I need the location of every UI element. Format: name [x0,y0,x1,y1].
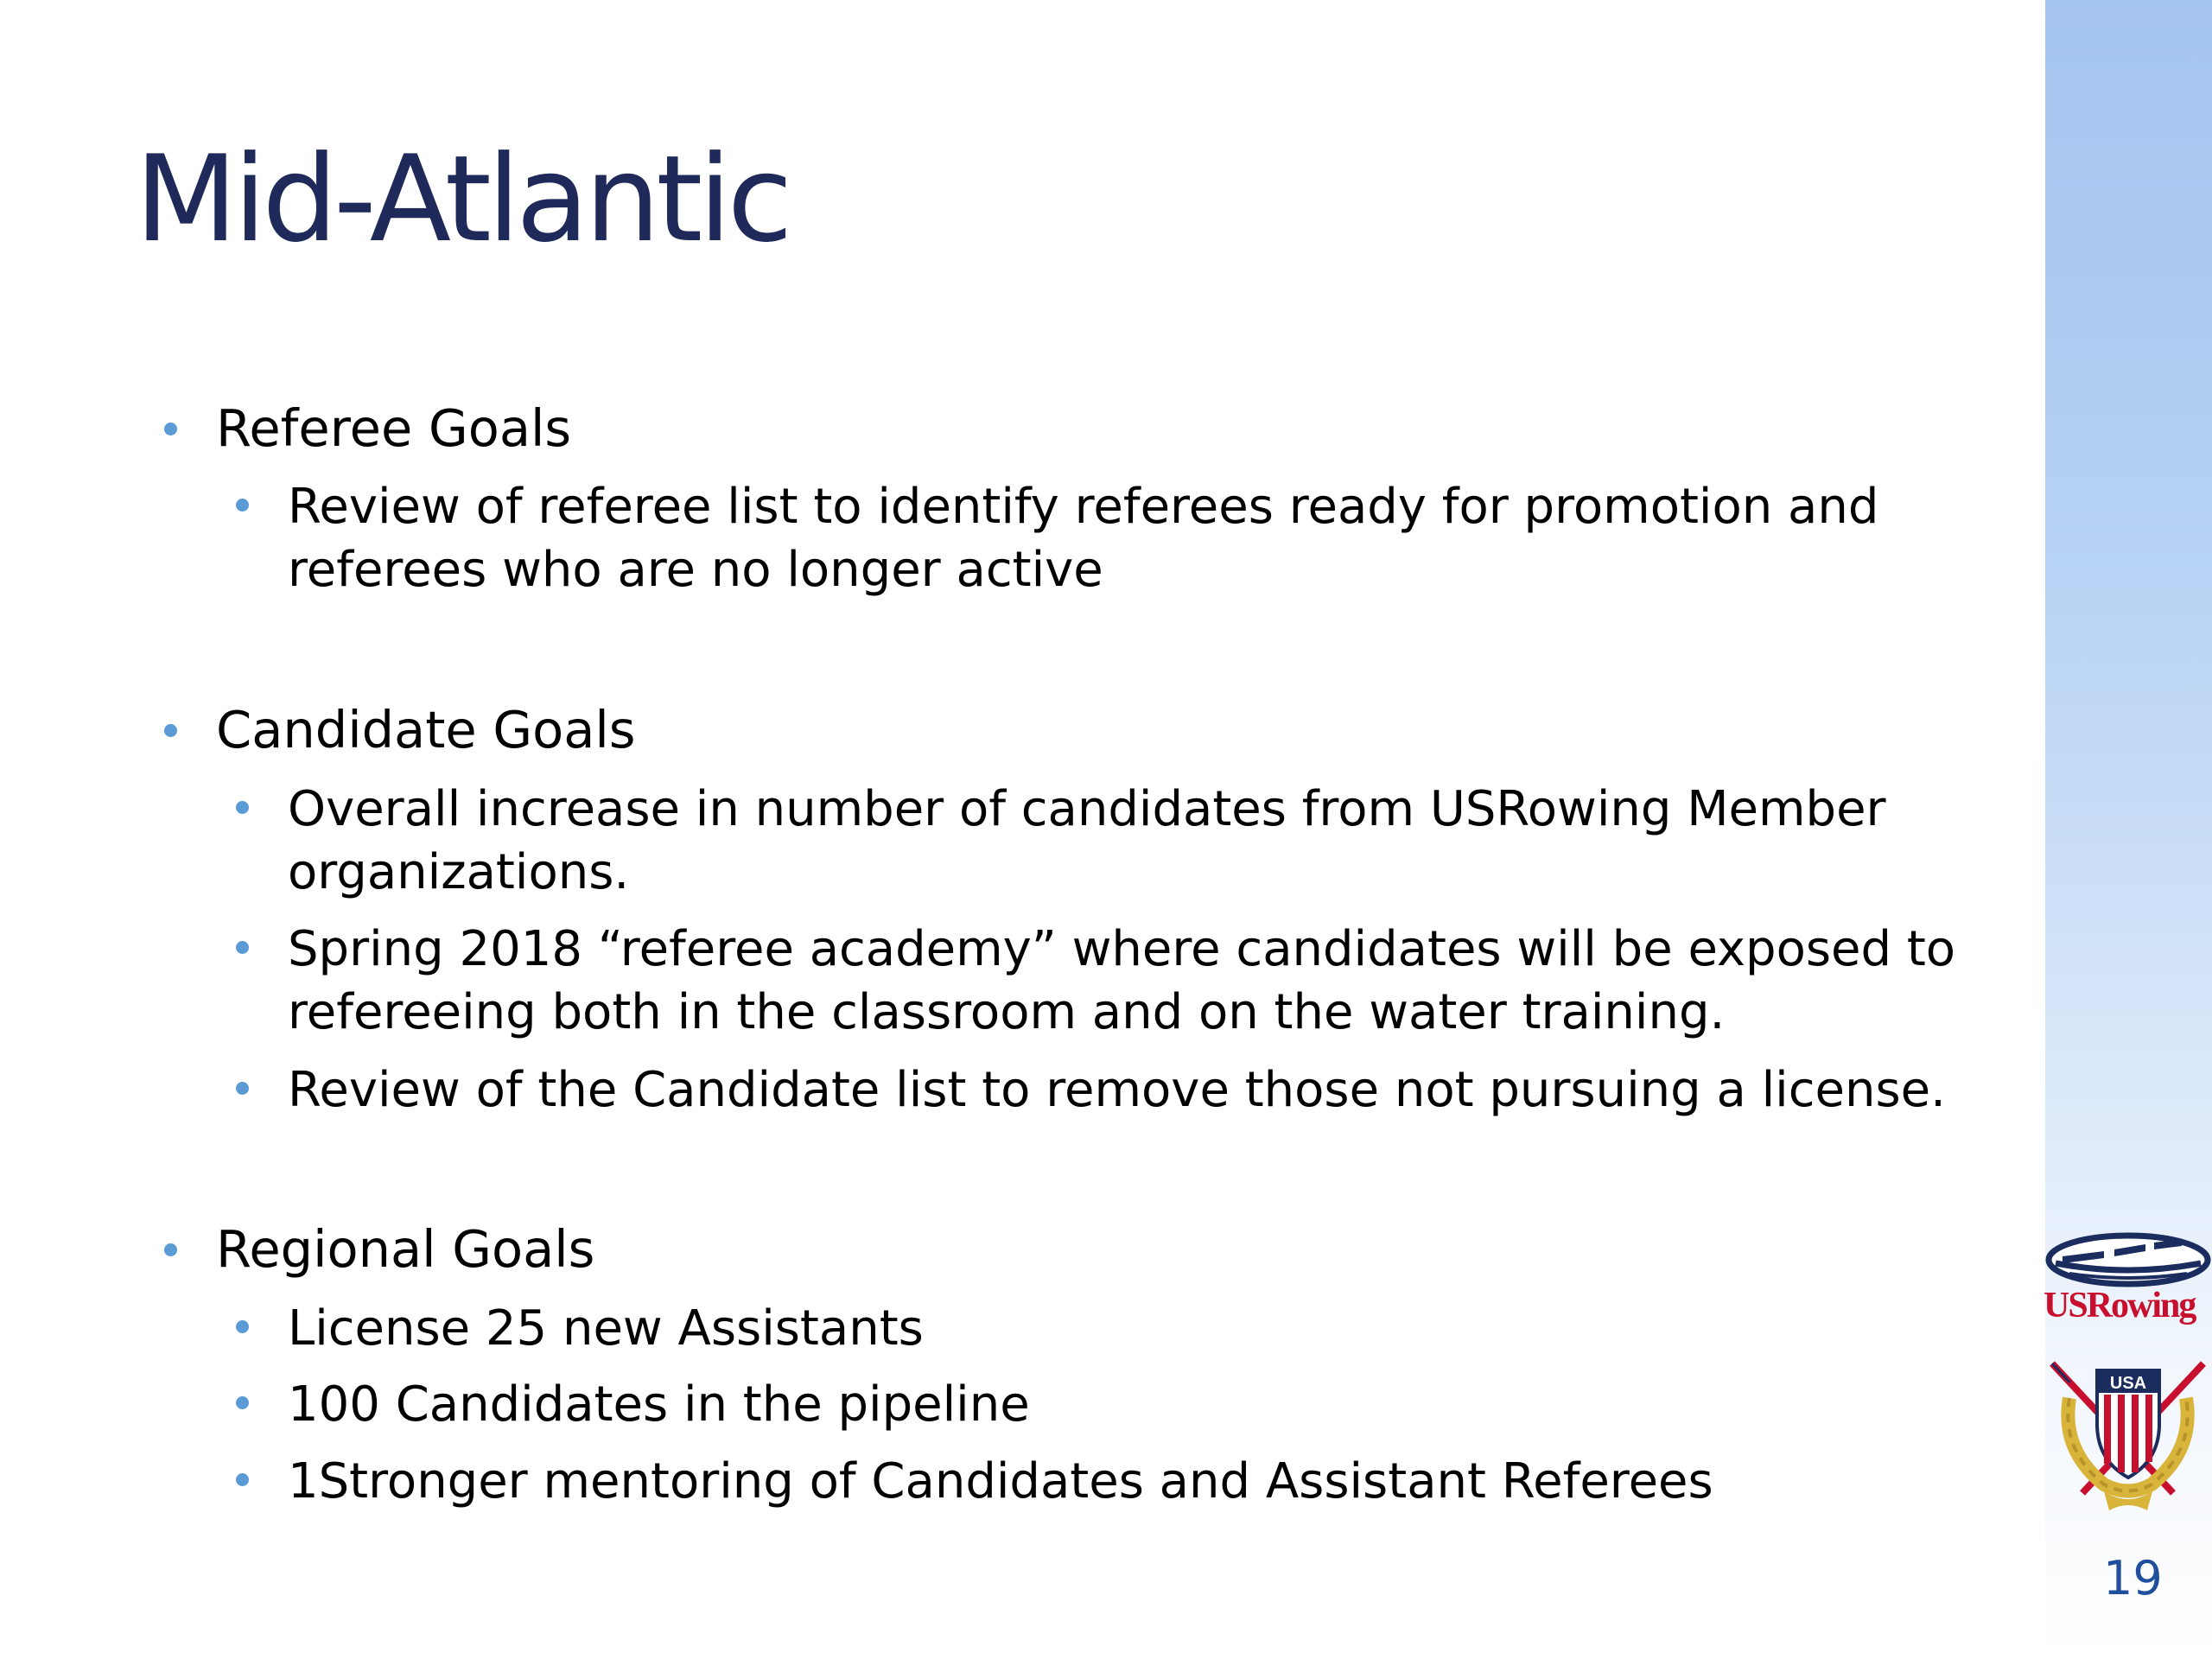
bullet-icon [236,1082,249,1095]
bullet-icon [236,1396,249,1409]
list-item: 100 Candidates in the pipeline [288,1376,1030,1433]
section-heading-referee-goals: Referee Goals [216,398,572,458]
bullet-icon [236,941,249,954]
section-heading-regional-goals: Regional Goals [216,1219,595,1279]
list-item: Spring 2018 “referee academy” where candidates will be exposed to refereeing both in the classroom and on the water training. [288,921,1956,1040]
list-item: Overall increase in number of candidates from USRowing Member organizations. [288,781,1886,900]
logo-wordmark: USRowing [2044,1286,2196,1325]
bullet-icon [164,724,177,737]
bullet-icon [236,801,249,814]
crest-icon [2052,1363,2203,1510]
list-item: License 25 new Assistants [288,1300,924,1357]
rowing-boat-icon [2049,1236,2208,1284]
slide-title: Mid-Atlantic [135,130,789,269]
section-heading-candidate-goals: Candidate Goals [216,700,636,760]
bullet-icon [164,1243,177,1256]
usrowing-logo [2044,1225,2212,1519]
bullet-icon [236,1320,249,1333]
list-item: Review of referee list to identify referees ready for promotion and referees who are no longer active [288,479,1879,598]
bullet-icon [164,423,177,435]
crest-text: USA [2109,1374,2147,1393]
list-item: 1Stronger mentoring of Candidates and Assistant Referees [288,1453,1713,1510]
page-number: 19 [2103,1551,2163,1605]
list-item: Review of the Candidate list to remove those not pursuing a license. [288,1062,1946,1118]
bullet-icon [236,1473,249,1486]
bullet-icon [236,499,249,512]
